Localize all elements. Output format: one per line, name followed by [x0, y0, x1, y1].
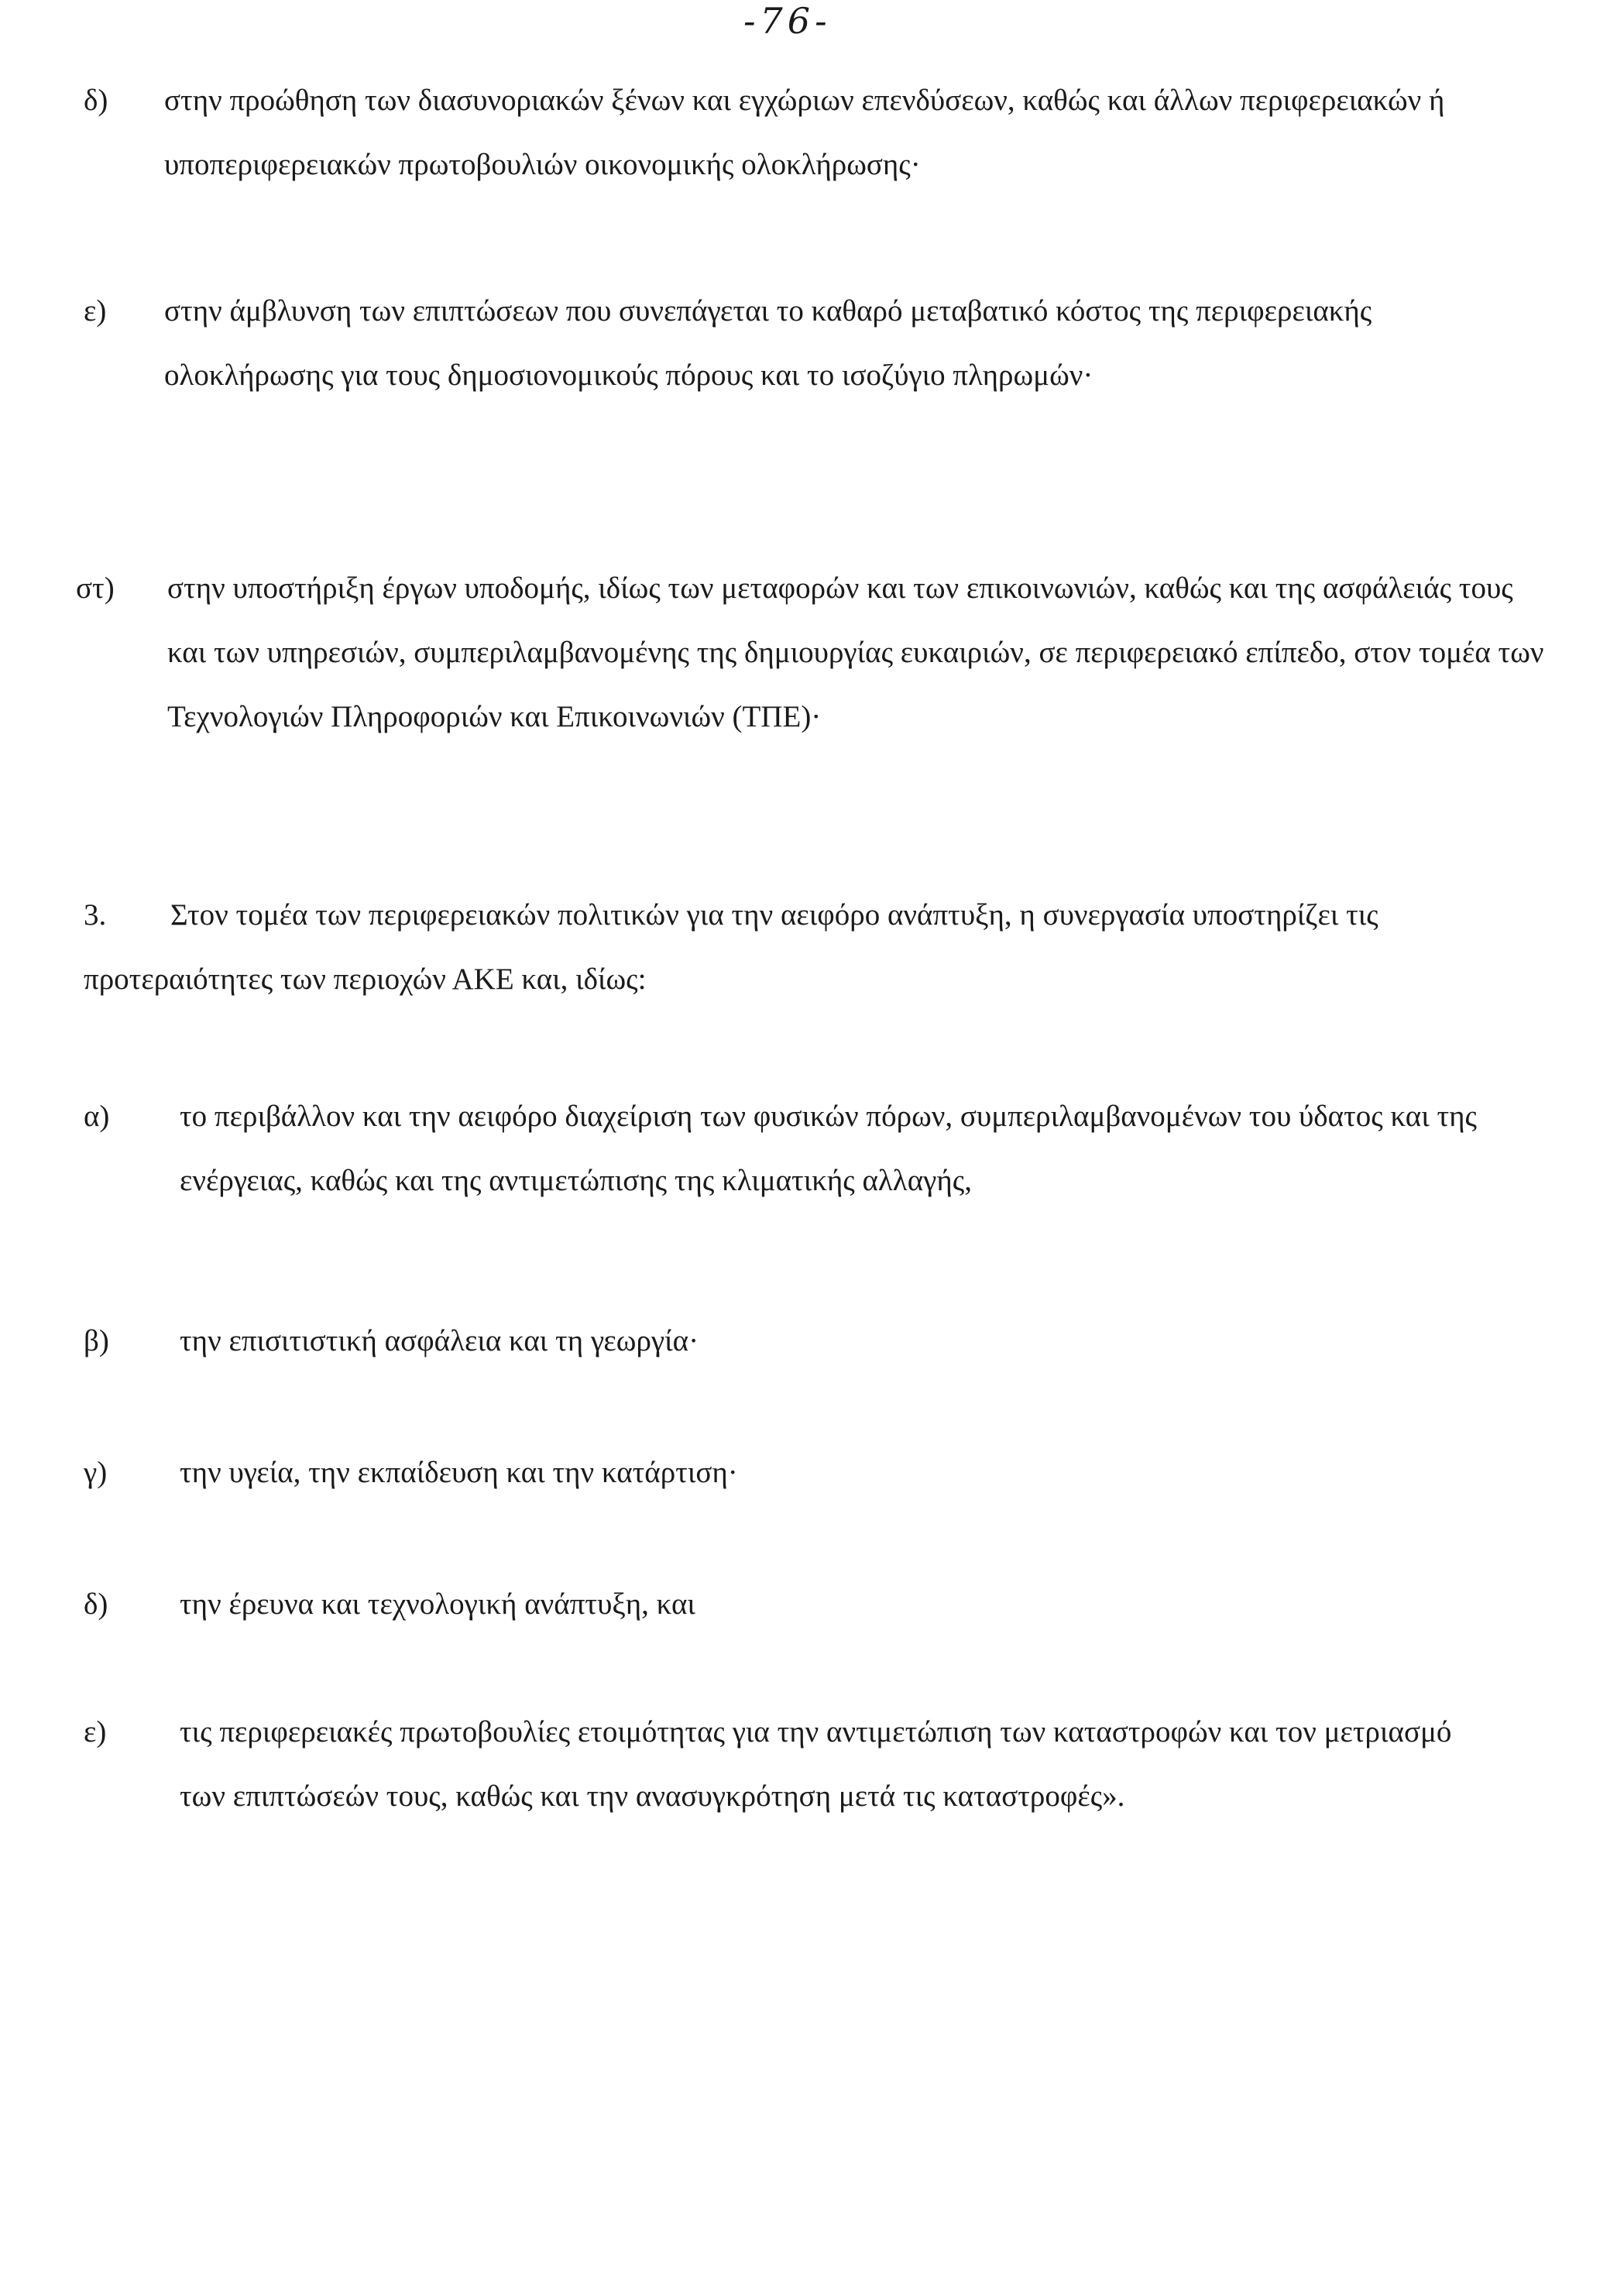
- list-item-text: την επισιτιστική ασφάλεια και τη γεωργία·: [180, 1324, 699, 1357]
- list-item-delta-2: [84, 1572, 1540, 1636]
- list-item-stigma: [76, 556, 1547, 749]
- list-item-text: τις περιφερειακές πρωτοβουλίες ετοιμότητας για την αντιμετώπιση των καταστροφών και τον μετριασμό των επιπτώσεών τους, καθώς και την ανασυγκρότηση μετά τις καταστροφές».: [180, 1715, 1452, 1813]
- list-marker: β): [84, 1324, 109, 1357]
- list-marker: στ): [76, 571, 115, 605]
- list-item-beta: [84, 1309, 1540, 1373]
- page-number: -76-: [743, 0, 832, 42]
- list-item-text: στην προώθηση των διασυνοριακών ξένων και εγχώριων επενδύσεων, καθώς και άλλων περιφερειακών ή υποπεριφερειακών πρωτοβουλιών οικονομικής ολοκλήρωσης·: [164, 84, 1445, 181]
- list-item-text: στην υποστήριξη έργων υποδομής, ιδίως των μεταφορών και των επικοινωνιών, καθώς και της ασφάλειάς τους και των υπηρεσιών, συμπεριλαμβανομένης της δημιουργίας ευκαιριών, σε περιφερειακό επίπεδο, στον τομέα των Τεχνολογιών Πληροφοριών και Επικοινωνιών (ΤΠΕ)·: [167, 571, 1544, 733]
- list-marker: ε): [84, 294, 107, 328]
- section-3-intro-text: Στον τομέα των περιφερειακών πολιτικών για την αειφόρο ανάπτυξη, η συνεργασία υποστηρίζει τις προτεραιότητες των περιοχών ΑΚΕ και, ιδίως:: [84, 898, 1378, 996]
- list-marker: δ): [84, 1587, 108, 1621]
- list-item-gamma: [84, 1440, 1540, 1505]
- list-item-text: την έρευνα και τεχνολογική ανάπτυξη, και: [180, 1587, 695, 1621]
- list-marker: ε): [84, 1715, 107, 1749]
- list-marker: α): [84, 1100, 110, 1133]
- section-3-intro: [84, 883, 1478, 1011]
- list-item-text: την υγεία, την εκπαίδευση και την κατάρτιση·: [180, 1456, 738, 1489]
- list-item-delta: [84, 68, 1555, 197]
- list-item-text: το περιβάλλον και την αειφόρο διαχείριση των φυσικών πόρων, συμπεριλαμβανομένων του ύδατος και της ενέργειας, καθώς και της αντιμετώπισης της κλιματικής αλλαγής,: [180, 1100, 1477, 1197]
- list-marker: δ): [84, 84, 108, 117]
- list-marker: γ): [84, 1456, 108, 1489]
- list-item-epsilon-2: [84, 1700, 1493, 1828]
- list-item-epsilon: [84, 279, 1478, 407]
- list-item-text: στην άμβλυνση των επιπτώσεων που συνεπάγεται το καθαρό μεταβατικό κόστος της περιφερειακής ολοκλήρωσης για τους δημοσιονομικούς πόρους και το ισοζύγιο πληρωμών·: [164, 294, 1372, 392]
- section-number: 3.: [84, 898, 107, 932]
- list-item-alpha: [84, 1084, 1571, 1213]
